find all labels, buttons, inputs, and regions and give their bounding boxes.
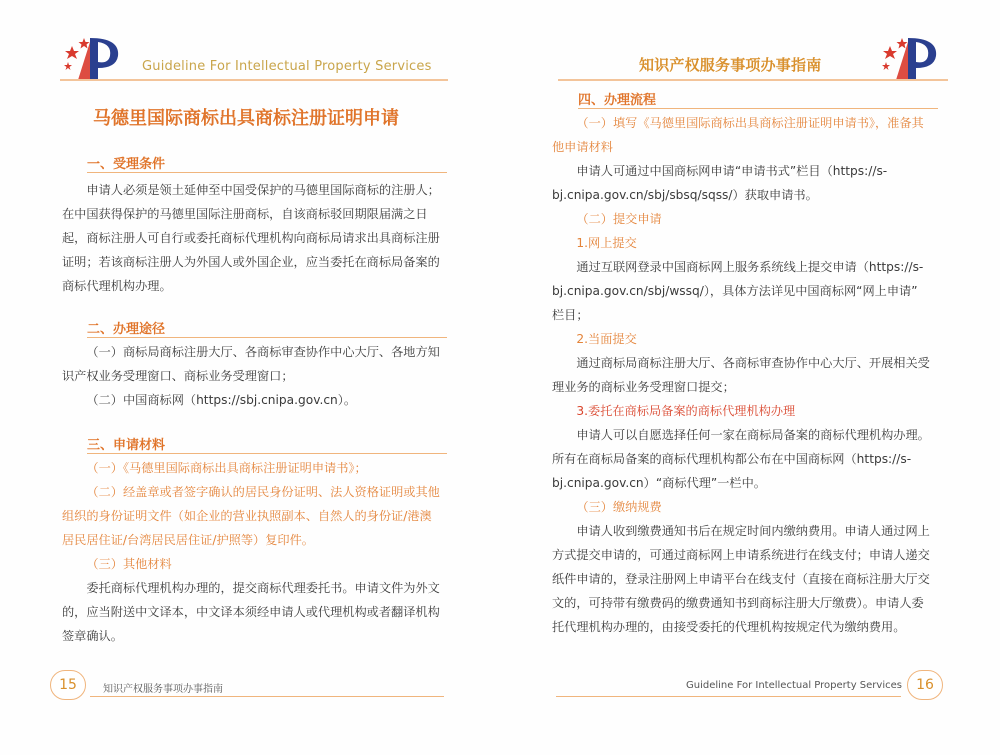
sub-heading-online: 1.网上提交 [576,236,637,250]
ip-logo-icon [878,32,948,82]
ip-logo-icon [60,32,130,82]
text-line: 识产权业务受理窗口、商标业务受理窗口； [62,369,294,383]
step-heading: （一）填写《马德里国际商标出具商标注册证明申请书》，准备其 [576,116,924,130]
text-line: bj.cnipa.gov.cn）“商标代理”一栏中。 [552,476,766,490]
page-number: 15 [50,670,86,700]
section-body-channels [62,340,452,412]
sub-heading-agent: 3.委托在商标局备案的商标代理机构办理 [576,404,796,418]
section-heading-materials: 三、申请材料 [87,438,166,453]
header-rule [64,79,448,81]
text-line: 起，商标注册人可自行或委托商标代理机构向商标局请求出具商标注册 [62,231,440,245]
text-line: 纸件申请的，登录注册网上申请平台在线支付（直接在商标注册大厅交 [552,572,930,586]
text-line: 栏目； [552,308,589,322]
step-heading: （三）缴纳规费 [576,500,662,514]
text-line: 居民居住证/台湾居民居住证/护照等）复印件。 [62,533,314,547]
page-title: 马德里国际商标出具商标注册证明申请 [93,108,399,129]
text-line: 文的，可持带有缴费码的缴费通知书到商标注册大厅缴费）。申请人委 [552,596,924,610]
section-heading-acceptance: 一、受理条件 [87,157,166,172]
text-line: 申请人必须是领土延伸至中国受保护的马德里国际商标的注册人； [86,183,440,197]
section-body-acceptance [62,178,452,298]
sub-heading-counter: 2.当面提交 [576,332,637,346]
section-heading-channels: 二、办理途径 [87,322,166,337]
footer-text: Guideline For Intellectual Property Services [686,680,902,691]
material-item: （二）经盖章或者签字确认的居民身份证明、法人资格证明或其他 [86,485,440,499]
section-heading-process: 四、办理流程 [578,93,657,108]
section-rule [87,172,447,173]
text-line: 申请人可以自愿选择任何一家在商标局备案的商标代理机构办理。 [576,428,930,442]
text-line: 申请人收到缴费通知书后在规定时间内缴纳费用。申请人通过网上 [576,524,930,538]
text-line: 组织的身份证明文件（如企业的营业执照副本、自然人的身份证/港澳 [62,509,432,523]
text-line: 在中国获得保护的马德里国际注册商标，自该商标驳回期限届满之日 [62,207,428,221]
text-line: bj.cnipa.gov.cn/sbj/wssq/），具体方法详见中国商标网“网上申请” [552,284,918,298]
text-line: 理业务的商标业务受理窗口提交； [552,380,735,394]
text-line: 的，应当附送中文译本，中文译本须经申请人或代理机构或者翻译机构 [62,605,440,619]
text-line: 方式提交申请的，可通过商标网上申请系统进行在线支付；申请人递交 [552,548,930,562]
text-line: 证明；若该商标注册人为外国人或外国企业，应当委托在商标局备案的 [62,255,440,269]
header-text: Guideline For Intellectual Property Services [142,59,432,74]
text-line: 申请人可通过中国商标网申请“申请书式”栏目（https://s- [576,164,888,178]
section-rule [578,108,938,109]
text-line: 签章确认。 [62,629,123,643]
footer-rule [90,696,444,697]
text-line: 通过商标局商标注册大厅、各商标审查协作中心大厅、开展相关受 [576,356,930,370]
text-line: 商标代理机构办理。 [62,279,172,293]
text-line: 委托商标代理机构办理的，提交商标代理委托书。申请文件为外文 [86,581,440,595]
page-number: 16 [907,670,943,700]
material-item: （三）其他材料 [86,557,172,571]
section-body-materials [62,456,452,648]
footer-text: 知识产权服务事项办事指南 [103,684,223,695]
text-line: （二）中国商标网（https://sbj.cnipa.gov.cn）。 [86,393,357,407]
text-line: 通过互联网登录中国商标网上服务系统线上提交申请（https://s- [576,260,924,274]
header-text: 知识产权服务事项办事指南 [639,56,822,74]
section-rule [87,453,447,454]
section-body-process [552,111,948,639]
right-page [500,0,1000,755]
material-item: （一）《马德里国际商标出具商标注册证明申请书》； [86,461,367,475]
text-line: 他申请材料 [552,140,613,154]
text-line: bj.cnipa.gov.cn/sbj/sbsq/sqss/）获取申请书。 [552,188,818,202]
text-line: （一）商标局商标注册大厅、各商标审查协作中心大厅、各地方知 [86,345,440,359]
step-heading: （二）提交申请 [576,212,662,226]
text-line: 托代理机构办理的，由接受委托的代理机构按规定代为缴纳费用。 [552,620,906,634]
footer-rule [556,696,901,697]
section-rule [87,337,447,338]
text-line: 所有在商标局备案的商标代理机构都公布在中国商标网（https://s- [552,452,912,466]
